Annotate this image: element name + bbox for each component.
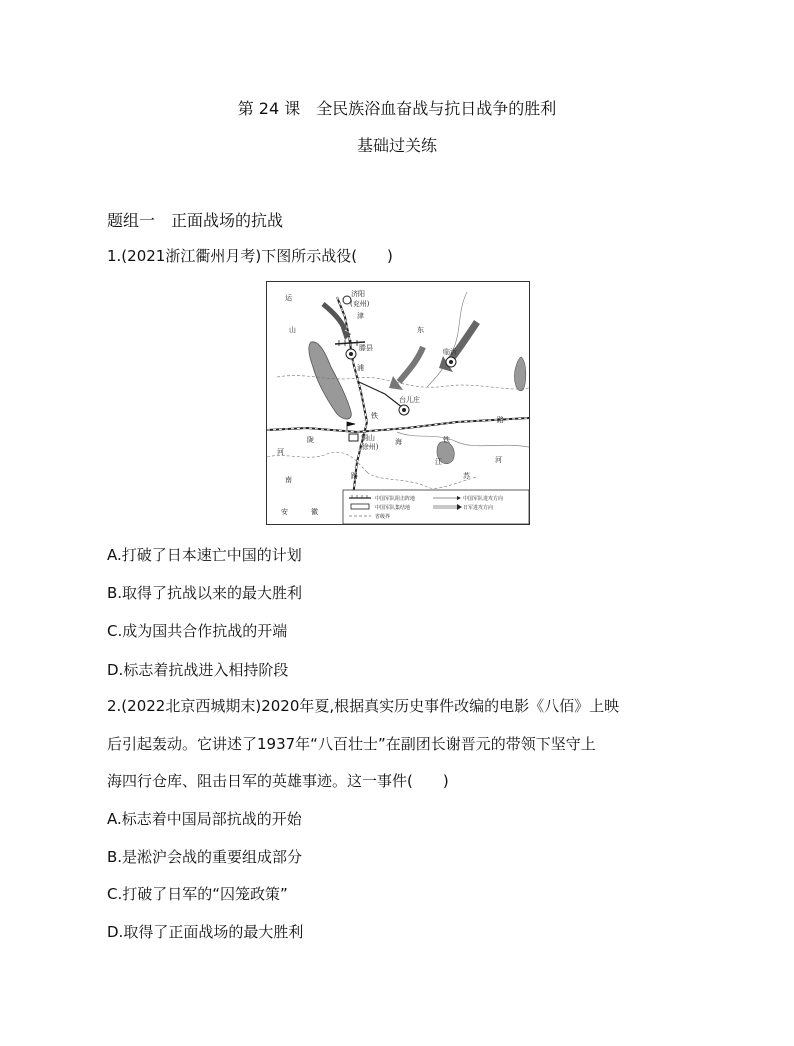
weishan-lake	[309, 342, 351, 419]
map-label-jiyang: 济阳	[351, 290, 365, 298]
question-1-option-d: D.标志着抗战进入相持阶段	[107, 661, 289, 679]
question-1-option-a: A.打破了日本速亡中国的计划	[107, 546, 302, 564]
lake-east	[514, 357, 525, 391]
map-label-pu: 浦	[357, 364, 364, 372]
question-2-stem-line-3: 海四行仓库、阻击日军的英雄事迹。这一事件( )	[107, 772, 449, 790]
legend-assembly: 中国军队集结地	[375, 505, 411, 511]
map-label-linyi: 临沂	[443, 348, 457, 356]
question-2-option-b: B.是淞沪会战的重要组成部分	[107, 848, 303, 866]
map-label-hai: 海	[395, 438, 402, 446]
lesson-subtitle: 基础过关练	[356, 136, 437, 155]
question-2-option-c: C.打破了日军的“囚笼政策”	[107, 885, 288, 903]
map-label-jin: 津	[357, 312, 364, 320]
map-label-dong: 东	[417, 326, 424, 334]
battle-map	[266, 281, 530, 525]
map-label-taierzhuang: 台儿庄	[399, 396, 420, 404]
map-label-he-left: 河	[277, 448, 284, 456]
map-label-su: 苏	[463, 472, 470, 480]
japanese-attack-arrow-east	[449, 322, 477, 362]
legend-blocking: 中国军队阻击阵地	[375, 496, 416, 502]
map-label-tie: 铁	[371, 412, 378, 420]
map-label-yun: 运	[285, 294, 292, 302]
question-2-stem-line-2: 后引起轰动。它讲述了1937年“八百壮士”在副团长谢晋元的带领下坚守上	[107, 735, 596, 753]
map-label-he-right: 河	[495, 456, 502, 464]
battle-map-drawing	[267, 282, 529, 524]
map-label-lu-right: 路	[497, 416, 504, 424]
xuzhou-marker	[349, 434, 358, 441]
question-1-option-b: B.取得了抗战以来的最大胜利	[107, 584, 303, 602]
question-2-stem-line-1: 2.(2022北京西城期末)2020年夏,根据真实历史事件改编的电影《八佰》上映	[107, 697, 620, 715]
lesson-title: 第 24 课 全民族浴血奋战与抗日战争的胜利	[237, 99, 557, 118]
section-title: 题组一 正面战场的抗战	[107, 211, 284, 230]
map-label-tengxian: 滕县	[359, 344, 373, 352]
map-label-xuzhou-1: 铜山	[361, 434, 375, 442]
question-2-option-a: A.标志着中国局部抗战的开始	[107, 810, 302, 828]
map-label-jiang: 江	[435, 458, 442, 466]
question-1-option-c: C.成为国共合作抗战的开端	[107, 622, 288, 640]
map-label-yanzhou: (兖州)	[350, 300, 370, 308]
map-label-lu-bottom: 路	[351, 472, 358, 480]
question-1-stem: 1.(2021浙江衢州月考)下图所示战役( )	[107, 247, 393, 265]
legend-chinese-attack: 中国军队进攻方向	[463, 496, 504, 502]
legend-border: 省级界	[375, 514, 391, 520]
flag-icon	[347, 422, 355, 430]
japanese-attack-arrow-linyi	[399, 347, 423, 382]
map-label-anhui-2: 徽	[311, 508, 318, 516]
province-border-east	[367, 472, 477, 488]
map-label-anhui-1: 安	[281, 508, 288, 516]
question-2-option-d: D.取得了正面战场的最大胜利	[107, 923, 304, 941]
river-east	[397, 432, 529, 447]
map-label-xuzhou-2: (徐州)	[359, 443, 379, 451]
map-label-tie-2: 铁	[443, 436, 450, 444]
legend-japanese-attack: 日军进攻方向	[463, 505, 494, 511]
map-label-longhai: 陇	[307, 436, 314, 444]
map-label-nan: 南	[285, 476, 292, 484]
map-label-shan: 山	[289, 326, 296, 334]
